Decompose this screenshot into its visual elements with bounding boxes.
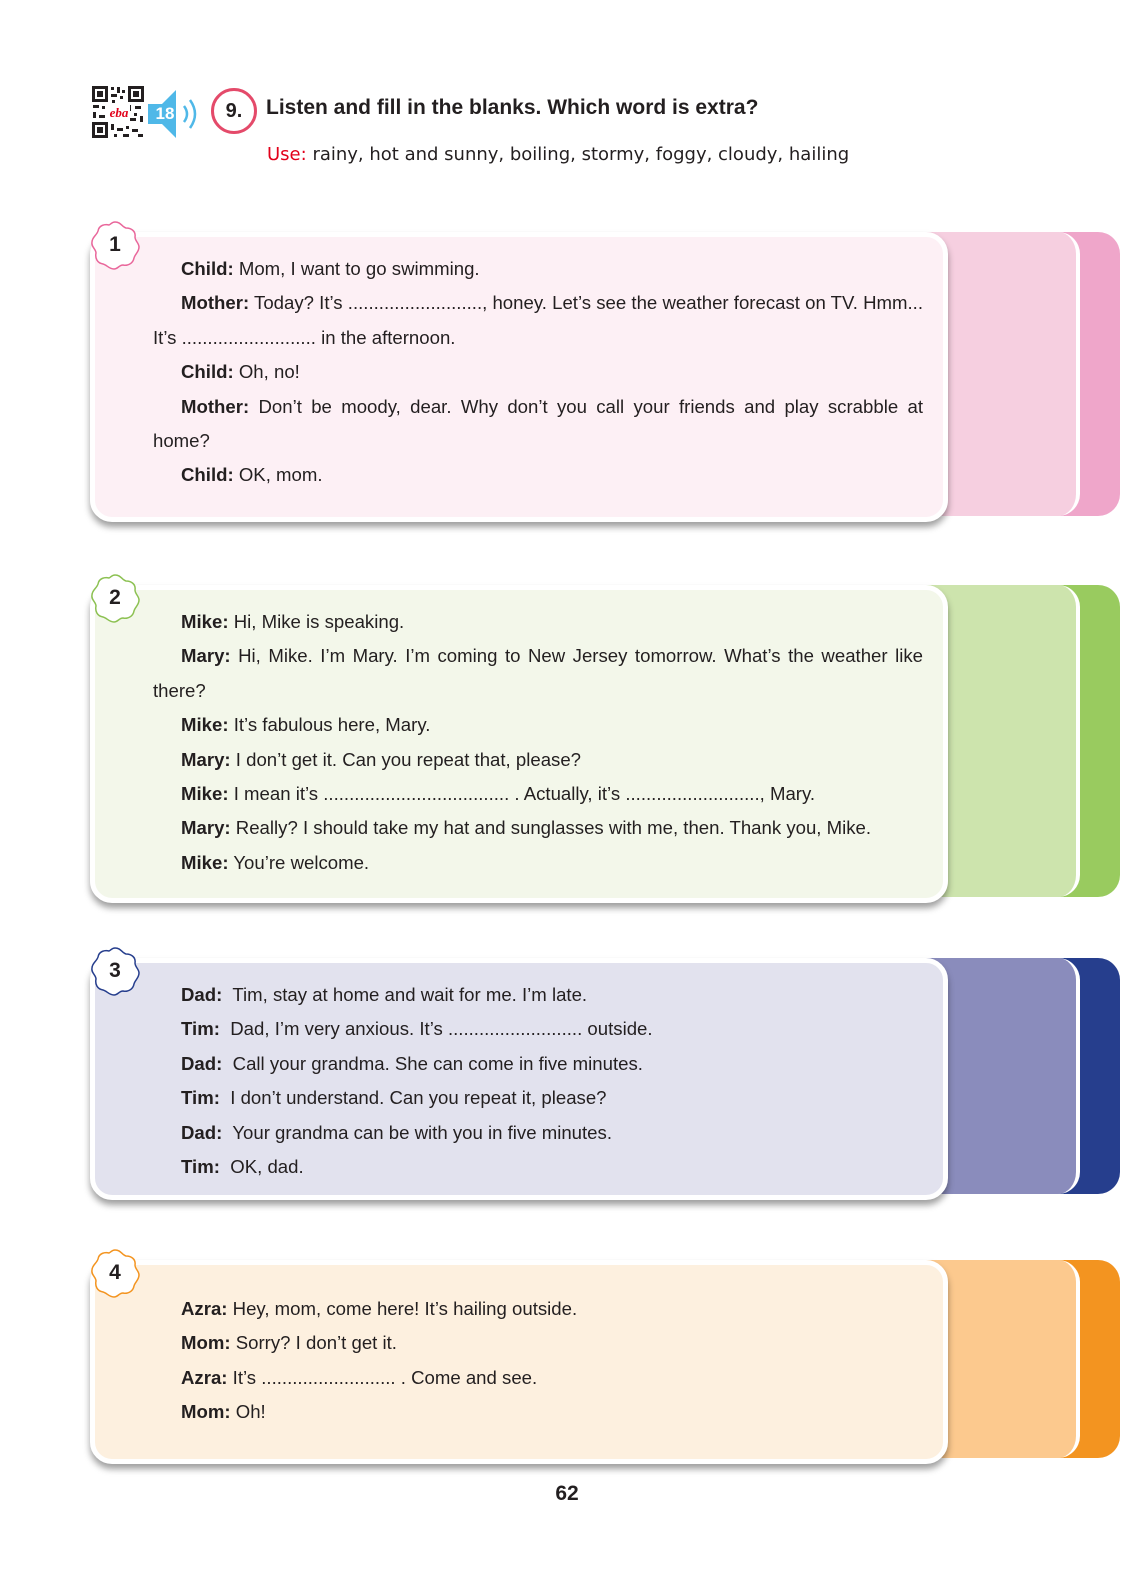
speaker-name: Child: [181, 361, 234, 383]
dialog-line [153, 286, 923, 355]
line-text: I mean it’s .................................... . Actually, it’s .........................., Mary. [228, 783, 816, 805]
dialog-card-2 [90, 585, 1040, 905]
dialog-line [153, 1361, 923, 1395]
dialog-line [153, 605, 923, 639]
line-text: Hi, Mike is speaking. [228, 611, 405, 632]
speaker-name: Mom: [181, 1401, 231, 1423]
line-text: Your grandma can be with you in five minutes. [222, 1121, 612, 1143]
dialog-line [153, 355, 923, 389]
speaker-name: Dad: [181, 984, 223, 1005]
line-text: Oh! [230, 1401, 266, 1423]
speaker-name: Azra: [181, 1298, 228, 1319]
line-text: Today? It’s .........................., honey. Let’s see the weather forecast on TV. Hmm... It’s .......................... in the afternoon. [153, 292, 923, 348]
speaker-name: Tim: [181, 1156, 220, 1178]
dialog-number: 2 [109, 586, 121, 609]
speaker-name: Mary: [181, 817, 231, 839]
speaker-name: Mike: [181, 783, 229, 805]
word-bank [267, 144, 849, 165]
speaker-name: Azra: [181, 1366, 228, 1388]
dialog-lines [153, 978, 923, 1184]
dialog-line [153, 1395, 923, 1429]
line-text: Don’t be moody, dear. Why don’t you call your friends and play scrabble at home? [153, 395, 923, 452]
dialog-card-1 [90, 232, 1040, 524]
line-text: Really? I should take my hat and sunglasses with me, then. Thank you, Mike. [230, 817, 872, 839]
page-number: 62 [555, 1482, 579, 1505]
speaker-name: Mike: [181, 714, 229, 736]
line-text: Hi, Mike. I’m Mary. I’m coming to New Jersey tomorrow. What’s the weather like there? [153, 645, 923, 701]
dialog-line [153, 743, 923, 777]
line-text: I don’t get it. Can you repeat that, please? [230, 748, 582, 770]
speaker-name: Tim: [181, 1018, 220, 1040]
svg-text:eba: eba [109, 105, 129, 120]
dialog-lines [153, 1292, 923, 1430]
speaker-name: Mom: [181, 1332, 231, 1354]
line-text: It’s .......................... . Come and see. [227, 1366, 538, 1388]
speaker-name: Mary: [181, 748, 231, 770]
dialog-line [153, 1116, 923, 1150]
dialog-card-4 [90, 1260, 1040, 1466]
dialog-line [153, 811, 923, 845]
speaker-name: Mary: [181, 645, 231, 667]
audio-track-number: 18 [155, 104, 175, 123]
dialog-line [153, 978, 923, 1012]
exercise-number: 9. [211, 88, 257, 134]
dialog-number: 3 [109, 959, 121, 982]
dialog-line [153, 252, 923, 286]
line-text: Hey, mom, come here! It’s hailing outside. [227, 1298, 578, 1319]
speaker-name: Mother: [181, 292, 250, 314]
dialog-card-3 [90, 958, 1040, 1202]
line-text: OK, mom. [233, 464, 323, 486]
speaker-name: Child: [181, 258, 234, 279]
dialog-line [153, 708, 923, 742]
line-text: Mom, I want to go swimming. [233, 258, 480, 279]
dialog-line [153, 639, 923, 708]
dialog-lines [153, 605, 923, 880]
line-text: Tim, stay at home and wait for me. I’m late. [222, 984, 588, 1005]
dialog-line [153, 1150, 923, 1184]
word-bank-words: rainy, hot and sunny, boiling, stormy, foggy, cloudy, hailing [312, 144, 850, 165]
dialog-line [153, 1081, 923, 1115]
line-text: You’re welcome. [228, 851, 370, 873]
speaker-name: Mike: [181, 611, 229, 632]
speaker-name: Dad: [181, 1052, 223, 1074]
line-text: Oh, no! [233, 361, 300, 383]
dialog-line [153, 1012, 923, 1046]
dialog-line [153, 1326, 923, 1360]
line-text: Sorry? I don’t get it. [230, 1332, 397, 1354]
speaker-name: Child: [181, 464, 234, 486]
exercise-title: Listen and fill in the blanks. Which word is extra? [266, 96, 759, 119]
dialog-line [153, 846, 923, 880]
qr-code-icon[interactable] [90, 84, 146, 140]
speaker-name: Mother: [181, 395, 250, 417]
dialog-line [153, 1047, 923, 1081]
line-text: I don’t understand. Can you repeat it, please? [219, 1087, 607, 1109]
line-text: It’s fabulous here, Mary. [228, 714, 431, 736]
line-text: Dad, I’m very anxious. It’s .......................... outside. [219, 1018, 653, 1040]
dialog-line [153, 777, 923, 811]
dialog-line [153, 390, 923, 459]
speaker-name: Dad: [181, 1121, 223, 1143]
dialog-number: 1 [109, 233, 121, 256]
dialog-line [153, 458, 923, 492]
dialog-number: 4 [109, 1261, 121, 1284]
line-text: Call your grandma. She can come in five minutes. [222, 1052, 643, 1074]
line-text: OK, dad. [219, 1156, 304, 1178]
speaker-name: Mike: [181, 851, 229, 873]
dialog-line [153, 1292, 923, 1326]
word-bank-label: Use: [267, 144, 307, 165]
dialog-lines [153, 252, 923, 493]
speaker-name: Tim: [181, 1087, 220, 1109]
